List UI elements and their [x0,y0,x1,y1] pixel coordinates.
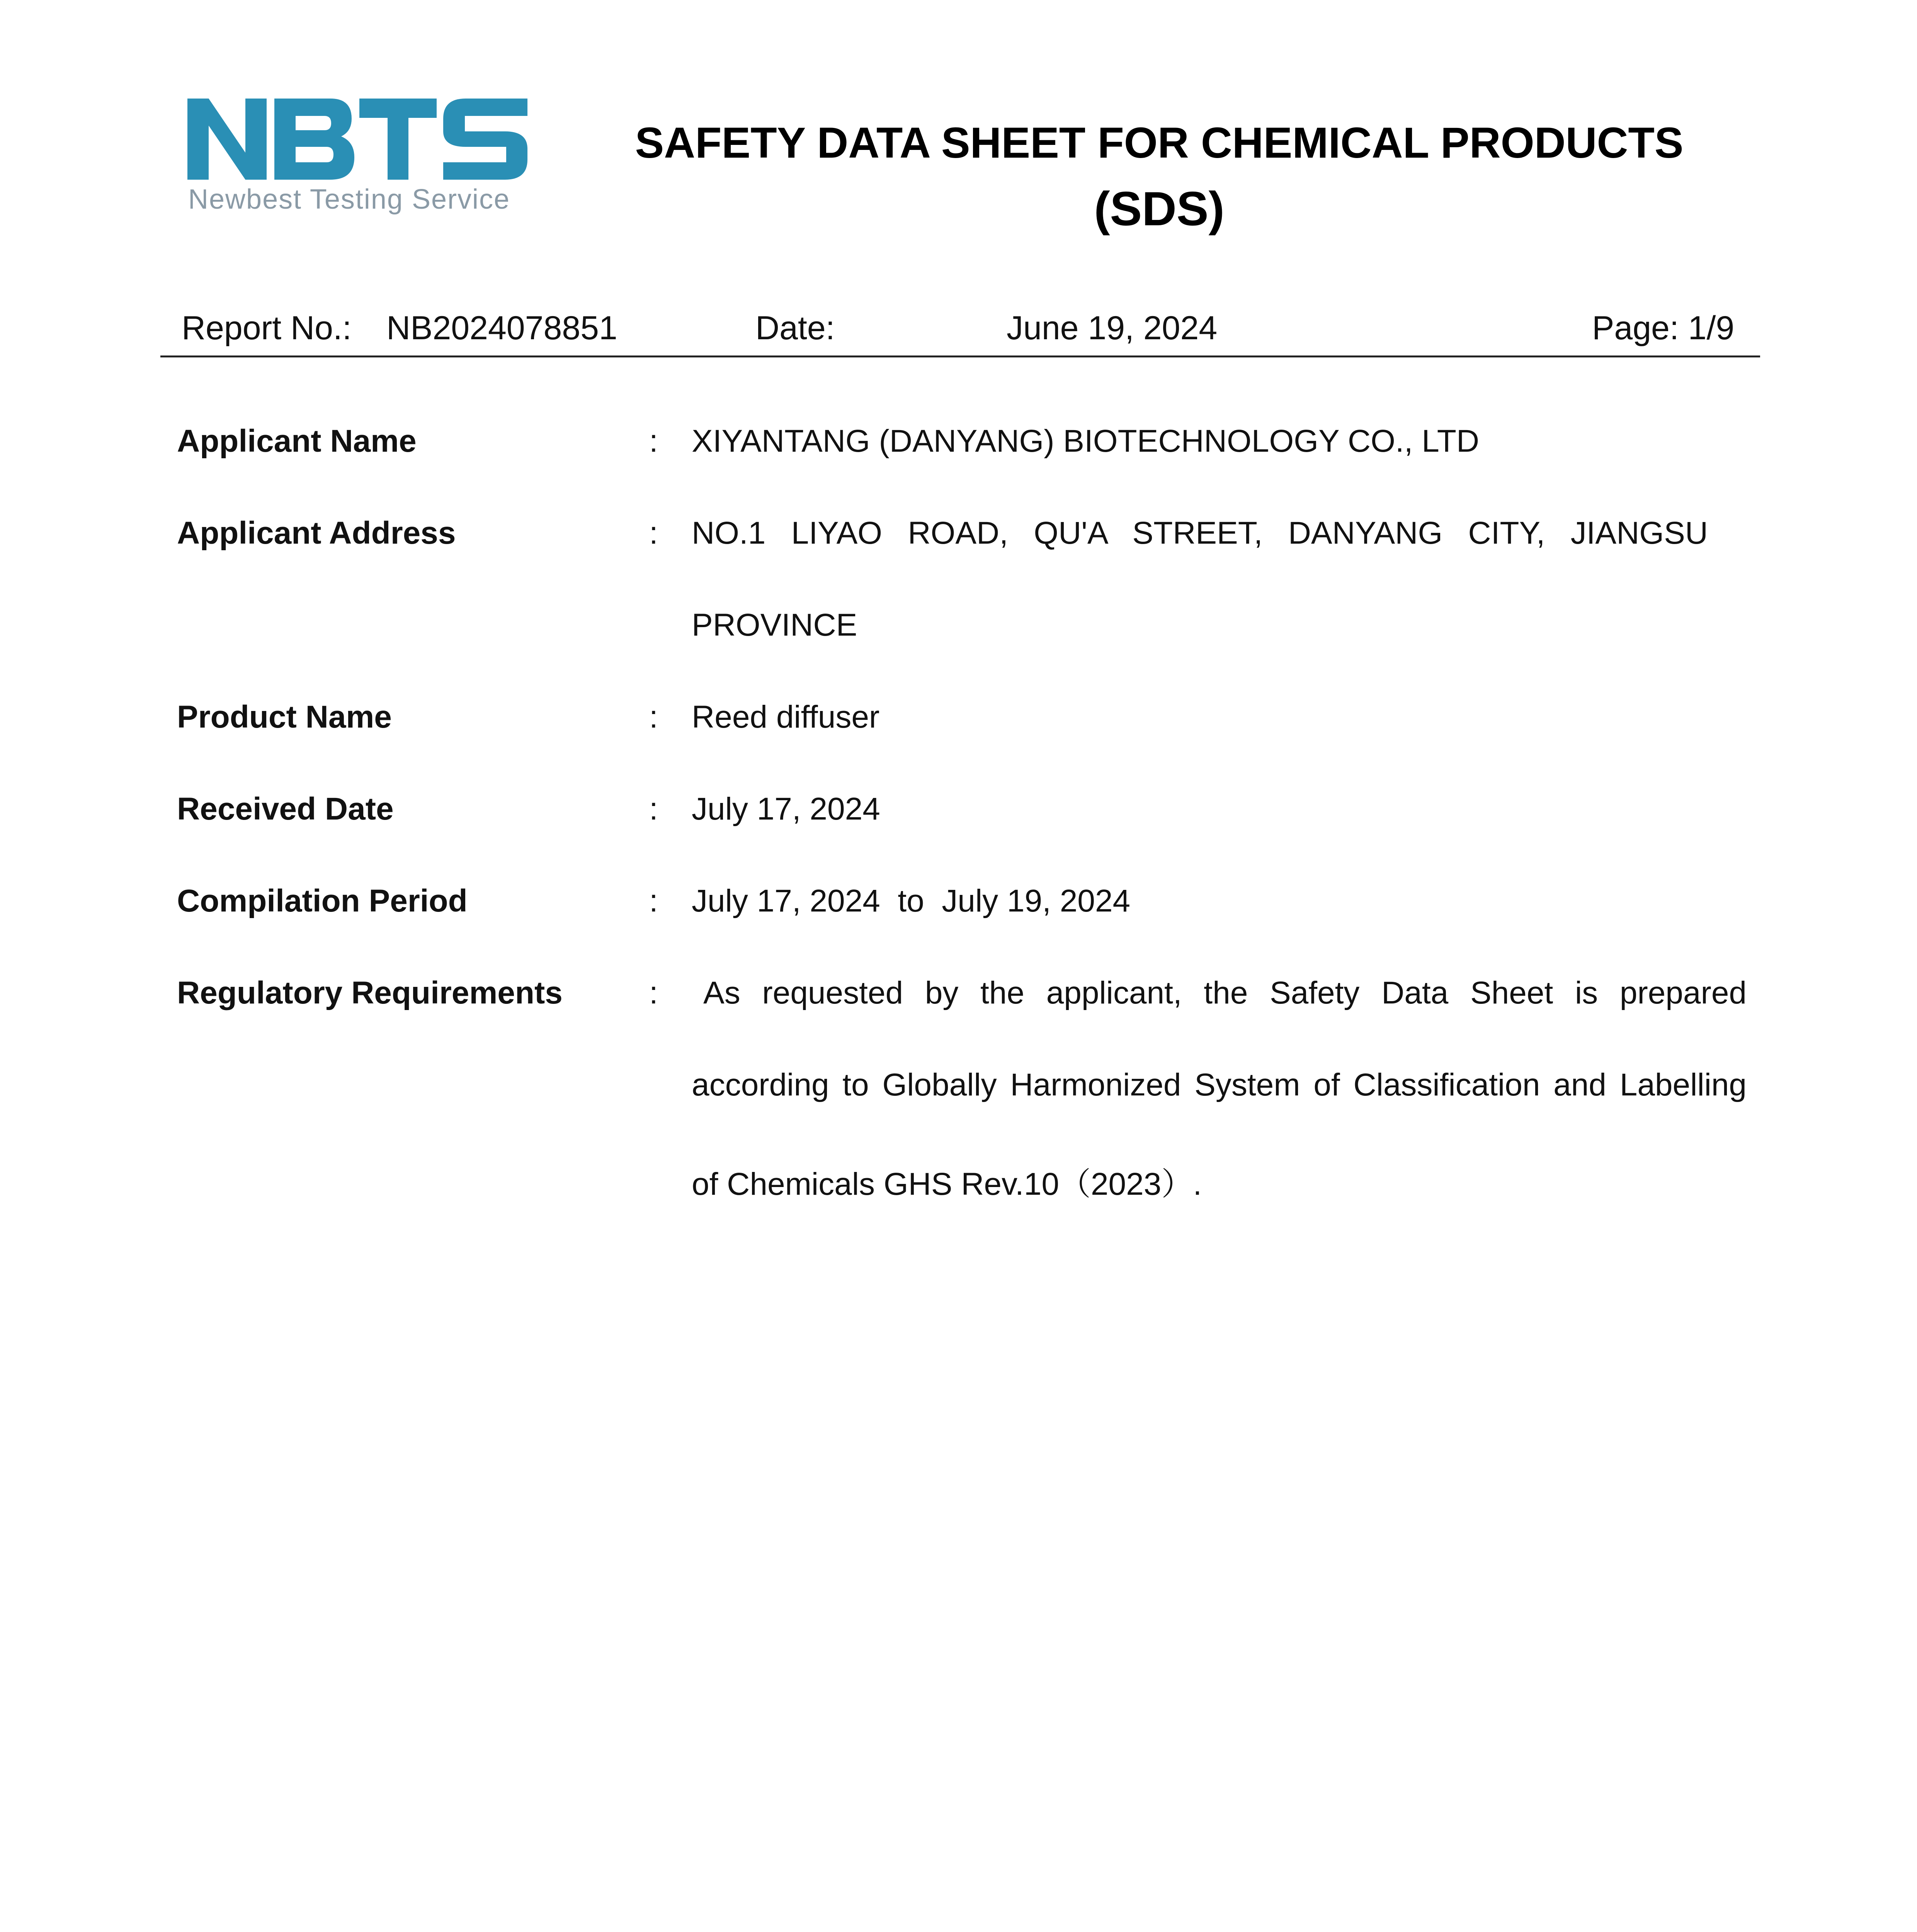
logo-tagline: Newbest Testing Service [188,184,510,215]
nbts-logo [187,95,535,222]
received-date-label: Received Date [177,791,394,827]
report-no-label: Report No.: [182,310,352,347]
page-number: Page: 1/9 [1592,310,1735,347]
compilation-period-label: Compilation Period [177,883,468,918]
colon: : [649,699,658,735]
product-name-value: Reed diffuser [692,699,880,735]
regulatory-line1: As requested by the applicant, the Safety Data Sheet is prepared [703,975,1747,1010]
received-date-value: July 17, 2024 [692,791,880,827]
product-name-label: Product Name [177,699,392,735]
regulatory-requirements-label: Regulatory Requirements [177,975,563,1010]
colon: : [649,883,658,918]
report-date: June 19, 2024 [1007,310,1218,347]
header-divider [160,355,1760,357]
applicant-address-line1: NO.1 LIYAO ROAD, QU'A STREET, DANYANG CITY, JIANGSU [692,515,1708,551]
colon: : [649,515,658,551]
regulatory-line3: of Chemicals GHS Rev.10（2023）. [692,1167,1202,1202]
regulatory-line2: according to Globally Harmonized System of Classification and Labelling [692,1067,1747,1102]
applicant-address-label: Applicant Address [177,515,456,551]
report-no: NB2024078851 [386,310,617,347]
document-subtitle: (SDS) [1094,182,1225,236]
applicant-address-line2: PROVINCE [692,607,857,643]
colon: : [649,791,658,827]
colon: : [649,423,658,459]
applicant-name-label: Applicant Name [177,423,417,459]
compilation-period-value: July 17, 2024 to July 19, 2024 [692,883,1131,918]
date-label: Date: [755,310,835,347]
document-title: SAFETY DATA SHEET FOR CHEMICAL PRODUCTS [635,119,1684,167]
colon: : [649,975,658,1010]
applicant-name-value: XIYANTANG (DANYANG) BIOTECHNOLOGY CO., LTD [692,423,1480,459]
